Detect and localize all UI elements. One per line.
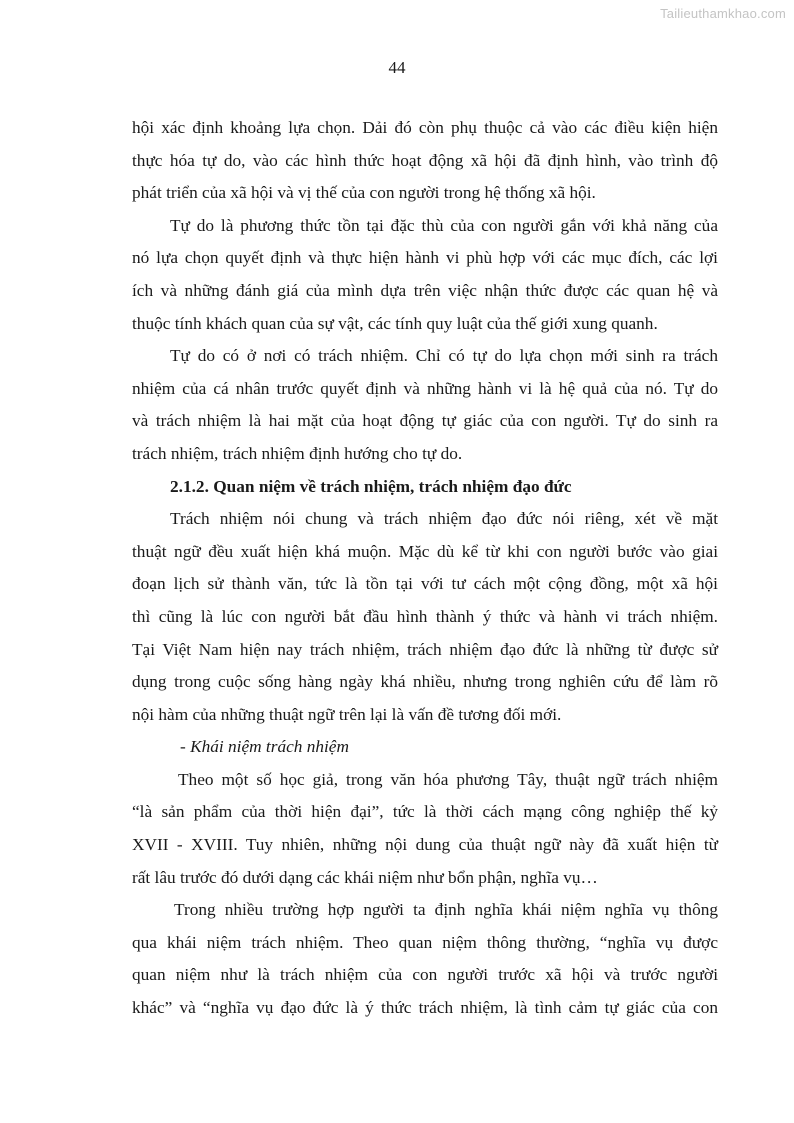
- text-line: nhiệm của cá nhân trước quyết định và những hành vi là hệ quả của nó. Tự do: [132, 378, 718, 398]
- watermark-text: Tailieuthamkhao.com: [660, 6, 786, 21]
- text-line: XVII - XVIII. Tuy nhiên, những nội dung của thuật ngữ này đã xuất hiện từ: [132, 835, 718, 855]
- section-heading: 2.1.2. Quan niệm về trách nhiệm, trách nhiệm đạo đức: [170, 476, 572, 496]
- text-line: Trong nhiều trường hợp người ta định nghĩa khái niệm nghĩa vụ thông: [174, 900, 718, 920]
- text-line: trách nhiệm, trách nhiệm định hướng cho tự do.: [132, 443, 463, 463]
- text-line: và trách nhiệm là hai mặt của hoạt động tự giác của con người. Tự do sinh ra: [132, 411, 718, 431]
- text-line: Tự do là phương thức tồn tại đặc thù của con người gắn với khả năng của: [170, 215, 718, 235]
- text-line: đoạn lịch sử thành văn, tức là tồn tại với tư cách một cộng đồng, một xã hội: [132, 574, 718, 594]
- text-line: rất lâu trước đó dưới dạng các khái niệm như bổn phận, nghĩa vụ…: [132, 867, 598, 887]
- paragraph-3: [132, 340, 718, 470]
- text-line: quan niệm như là trách nhiệm của con người trước xã hội và trước người: [132, 965, 718, 985]
- text-line: “là sản phẩm của thời hiện đại”, tức là thời cách mạng công nghiệp thế kỷ: [132, 802, 718, 822]
- text-line: khác” và “nghĩa vụ đạo đức là ý thức trách nhiệm, là tình cảm tự giác của con: [132, 998, 718, 1018]
- page-number: 44: [388, 58, 406, 77]
- text-line: nó lựa chọn quyết định và thực hiện hành vi phù hợp với các mục đích, các lợi: [132, 248, 718, 268]
- text-line: Tự do có ở nơi có trách nhiệm. Chỉ có tự do lựa chọn mới sinh ra trách: [170, 346, 718, 366]
- text-line: Tại Việt Nam hiện nay trách nhiệm, trách nhiệm đạo đức là những từ được sử: [132, 639, 718, 659]
- paragraph-5: [132, 764, 718, 894]
- text-line: phát triển của xã hội và vị thế của con người trong hệ thống xã hội.: [132, 183, 596, 203]
- paragraph-1: [132, 112, 718, 210]
- paragraph-2: [132, 210, 718, 340]
- subsection-heading: - Khái niệm trách nhiệm: [180, 737, 349, 757]
- text-line: Trách nhiệm nói chung và trách nhiệm đạo đức nói riêng, xét về mặt: [170, 509, 718, 529]
- text-line: dụng trong cuộc sống hàng ngày khá nhiều, nhưng trong nghiên cứu để làm rõ: [132, 672, 718, 692]
- text-line: qua khái niệm trách nhiệm. Theo quan niệm thông thường, “nghĩa vụ được: [132, 932, 718, 952]
- text-line: ích và những đánh giá của mình dựa trên việc nhận thức được các quan hệ và: [132, 280, 718, 300]
- paragraph-4: [132, 503, 718, 731]
- text-line: thuộc tính khách quan của sự vật, các tính quy luật của thế giới xung quanh.: [132, 313, 658, 333]
- text-line: nội hàm của những thuật ngữ trên lại là vấn đề tương đối mới.: [132, 704, 562, 724]
- text-line: Theo một số học giả, trong văn hóa phương Tây, thuật ngữ trách nhiệm: [178, 769, 718, 789]
- text-line: thực hóa tự do, vào các hình thức hoạt động xã hội đã định hình, vào trình độ: [132, 150, 718, 170]
- paragraph-6: [132, 894, 718, 1024]
- text-line: thì cũng là lúc con người bắt đầu hình thành ý thức và hành vi trách nhiệm.: [132, 606, 718, 626]
- text-line: hội xác định khoảng lựa chọn. Dải đó còn phụ thuộc cả vào các điều kiện hiện: [132, 118, 718, 137]
- document-body: [132, 112, 718, 1025]
- text-line: thuật ngữ đều xuất hiện khá muộn. Mặc dù kể từ khi con người bước vào giai: [132, 541, 718, 561]
